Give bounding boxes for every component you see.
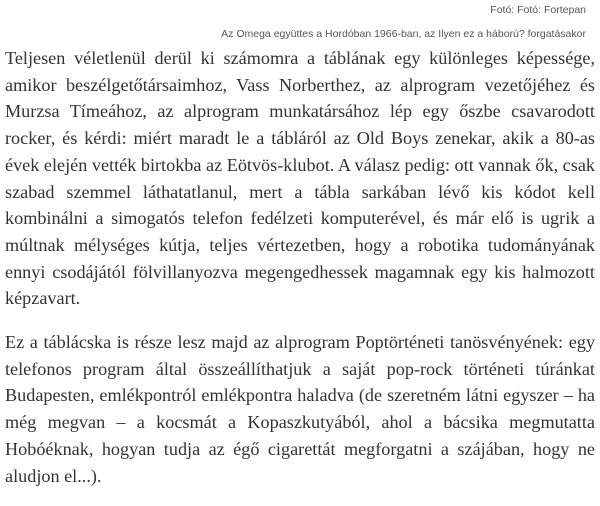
article-paragraph: Ez a táblácska is része lesz majd az alprogram Poptörténeti tanösvényének: egy telefonos program által összeállíthatjuk a saját pop-rock történeti túránkat Budapesten, emlékpontról emlékpontra haladva (de szeretném látni egyszer – ha még megvan – a kocsmát a Kopaszkutyából, ahol a bácsika megmutatta Hobóéknak, hogyan tudja az égő cigarettát megforgatni a szájában, hogy ne aludjon el...). [5, 332, 595, 486]
photo-caption: Az Omega együttes a Hordóban 1966-ban, az Ilyen ez a háború? forgatásakor [221, 28, 586, 40]
photo-credit: Fotó: Fotó: Fortepan [490, 4, 586, 16]
article-paragraph: Teljesen véletlenül derül ki számomra a táblának egy különleges képessége, amikor beszélgetőtársaimhoz, Vass Norberthez, az alprogram vezetőjéhez és Murzsa Tímeához, az alprogram munkatársához lép egy őszbe csavarodott rocker, és kérdi: miért maradt le a tábláról az Old Boys zenekar, akik a 80-as évek elején vették birtokba az Eötvös-klubot. A válasz pedig: ott vannak ők, csak szabad szemmel láthatatlanul, mert a tábla sarkában lévő kis kódot kell kombinálni a simogatós telefon fedélzeti komputerével, és már elő is ugrik a múltnak mélységes kútja, teljes vértezetben, hogy a robotika tudományának ennyi csodájától fölvillanyozva megengedhessek magamnak egy kis halmozott képzavart. [5, 48, 595, 309]
article-body [5, 45, 595, 489]
